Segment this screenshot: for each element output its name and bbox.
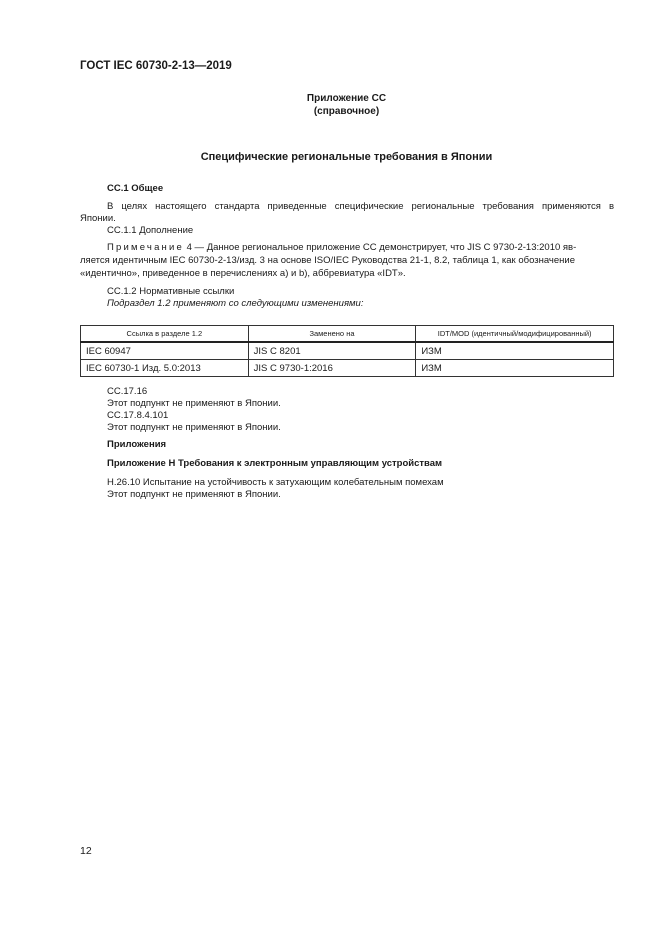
section-cc12-note: Подраздел 1.2 применяют со следующими изменениями: xyxy=(107,298,364,309)
note-text: 4 — Данное региональное приложение СС демонстрирует, что JIS C 9730-2-13:2010 яв- xyxy=(184,242,577,253)
note-label: Примечание xyxy=(107,242,184,253)
appendices-heading: Приложения xyxy=(107,439,167,450)
section-cc178: СС.17.8.4.101 xyxy=(107,410,169,421)
section-cc178-text: Этот подпункт не применяют в Японии. xyxy=(107,422,281,433)
table-cell: ИЗМ xyxy=(416,342,614,360)
annex-title: Приложение СС xyxy=(306,93,387,104)
section-cc1716-text: Этот подпункт не применяют в Японии. xyxy=(107,398,281,409)
section-cc1-paragraph xyxy=(107,201,614,213)
section-cc11: СС.1.1 Дополнение xyxy=(107,225,194,236)
table-cell: JIS C 9730-1:2016 xyxy=(248,360,416,377)
annex-h-heading: Приложение Н Требования к электронным управляющим устройствам xyxy=(107,458,443,469)
standard-header: ГОСТ IEC 60730-2-13—2019 xyxy=(80,60,232,72)
table-cell: JIS C 8201 xyxy=(248,342,416,360)
references-table xyxy=(80,325,614,377)
table-header-row xyxy=(81,326,614,343)
table-header-cell: IDT/MOD (идентичный/модифицированный) xyxy=(416,326,614,343)
note-line-1 xyxy=(107,242,614,254)
table-cell: ИЗМ xyxy=(416,360,614,377)
table-row xyxy=(81,360,614,377)
section-cc1716: СС.17.16 xyxy=(107,386,148,397)
note-line-2: ляется идентичным IEC 60730-2-13/изд. 3 на основе ISO/IEC Руководства 21-1, 8.2, таблица 1, как обозначение xyxy=(80,255,575,266)
table-header-cell: Ссылка в разделе 1.2 xyxy=(81,326,249,343)
table-cell: IEC 60730-1 Изд. 5.0:2013 xyxy=(81,360,249,377)
note-line-3: «идентично», приведенное в перечислениях a) и b), аббревиатура «IDT». xyxy=(80,268,406,279)
paragraph-line: Японии. xyxy=(80,213,116,224)
paragraph-line: В целях настоящего стандарта приведенные специфические региональные требования применяются в xyxy=(107,201,614,212)
table-header-cell: Заменено на xyxy=(248,326,416,343)
section-h2610: Н.26.10 Испытание на устойчивость к затухающим колебательным помехам xyxy=(107,477,444,488)
main-title: Специфические региональные требования в Японии xyxy=(200,151,493,163)
section-h2610-text: Этот подпункт не применяют в Японии. xyxy=(107,489,281,500)
section-cc12: СС.1.2 Нормативные ссылки xyxy=(107,286,235,297)
table-cell: IEC 60947 xyxy=(81,342,249,360)
section-cc1-heading: СС.1 Общее xyxy=(107,183,164,194)
page-number: 12 xyxy=(80,845,92,857)
table-row xyxy=(81,342,614,360)
annex-subtitle: (справочное) xyxy=(313,106,380,117)
